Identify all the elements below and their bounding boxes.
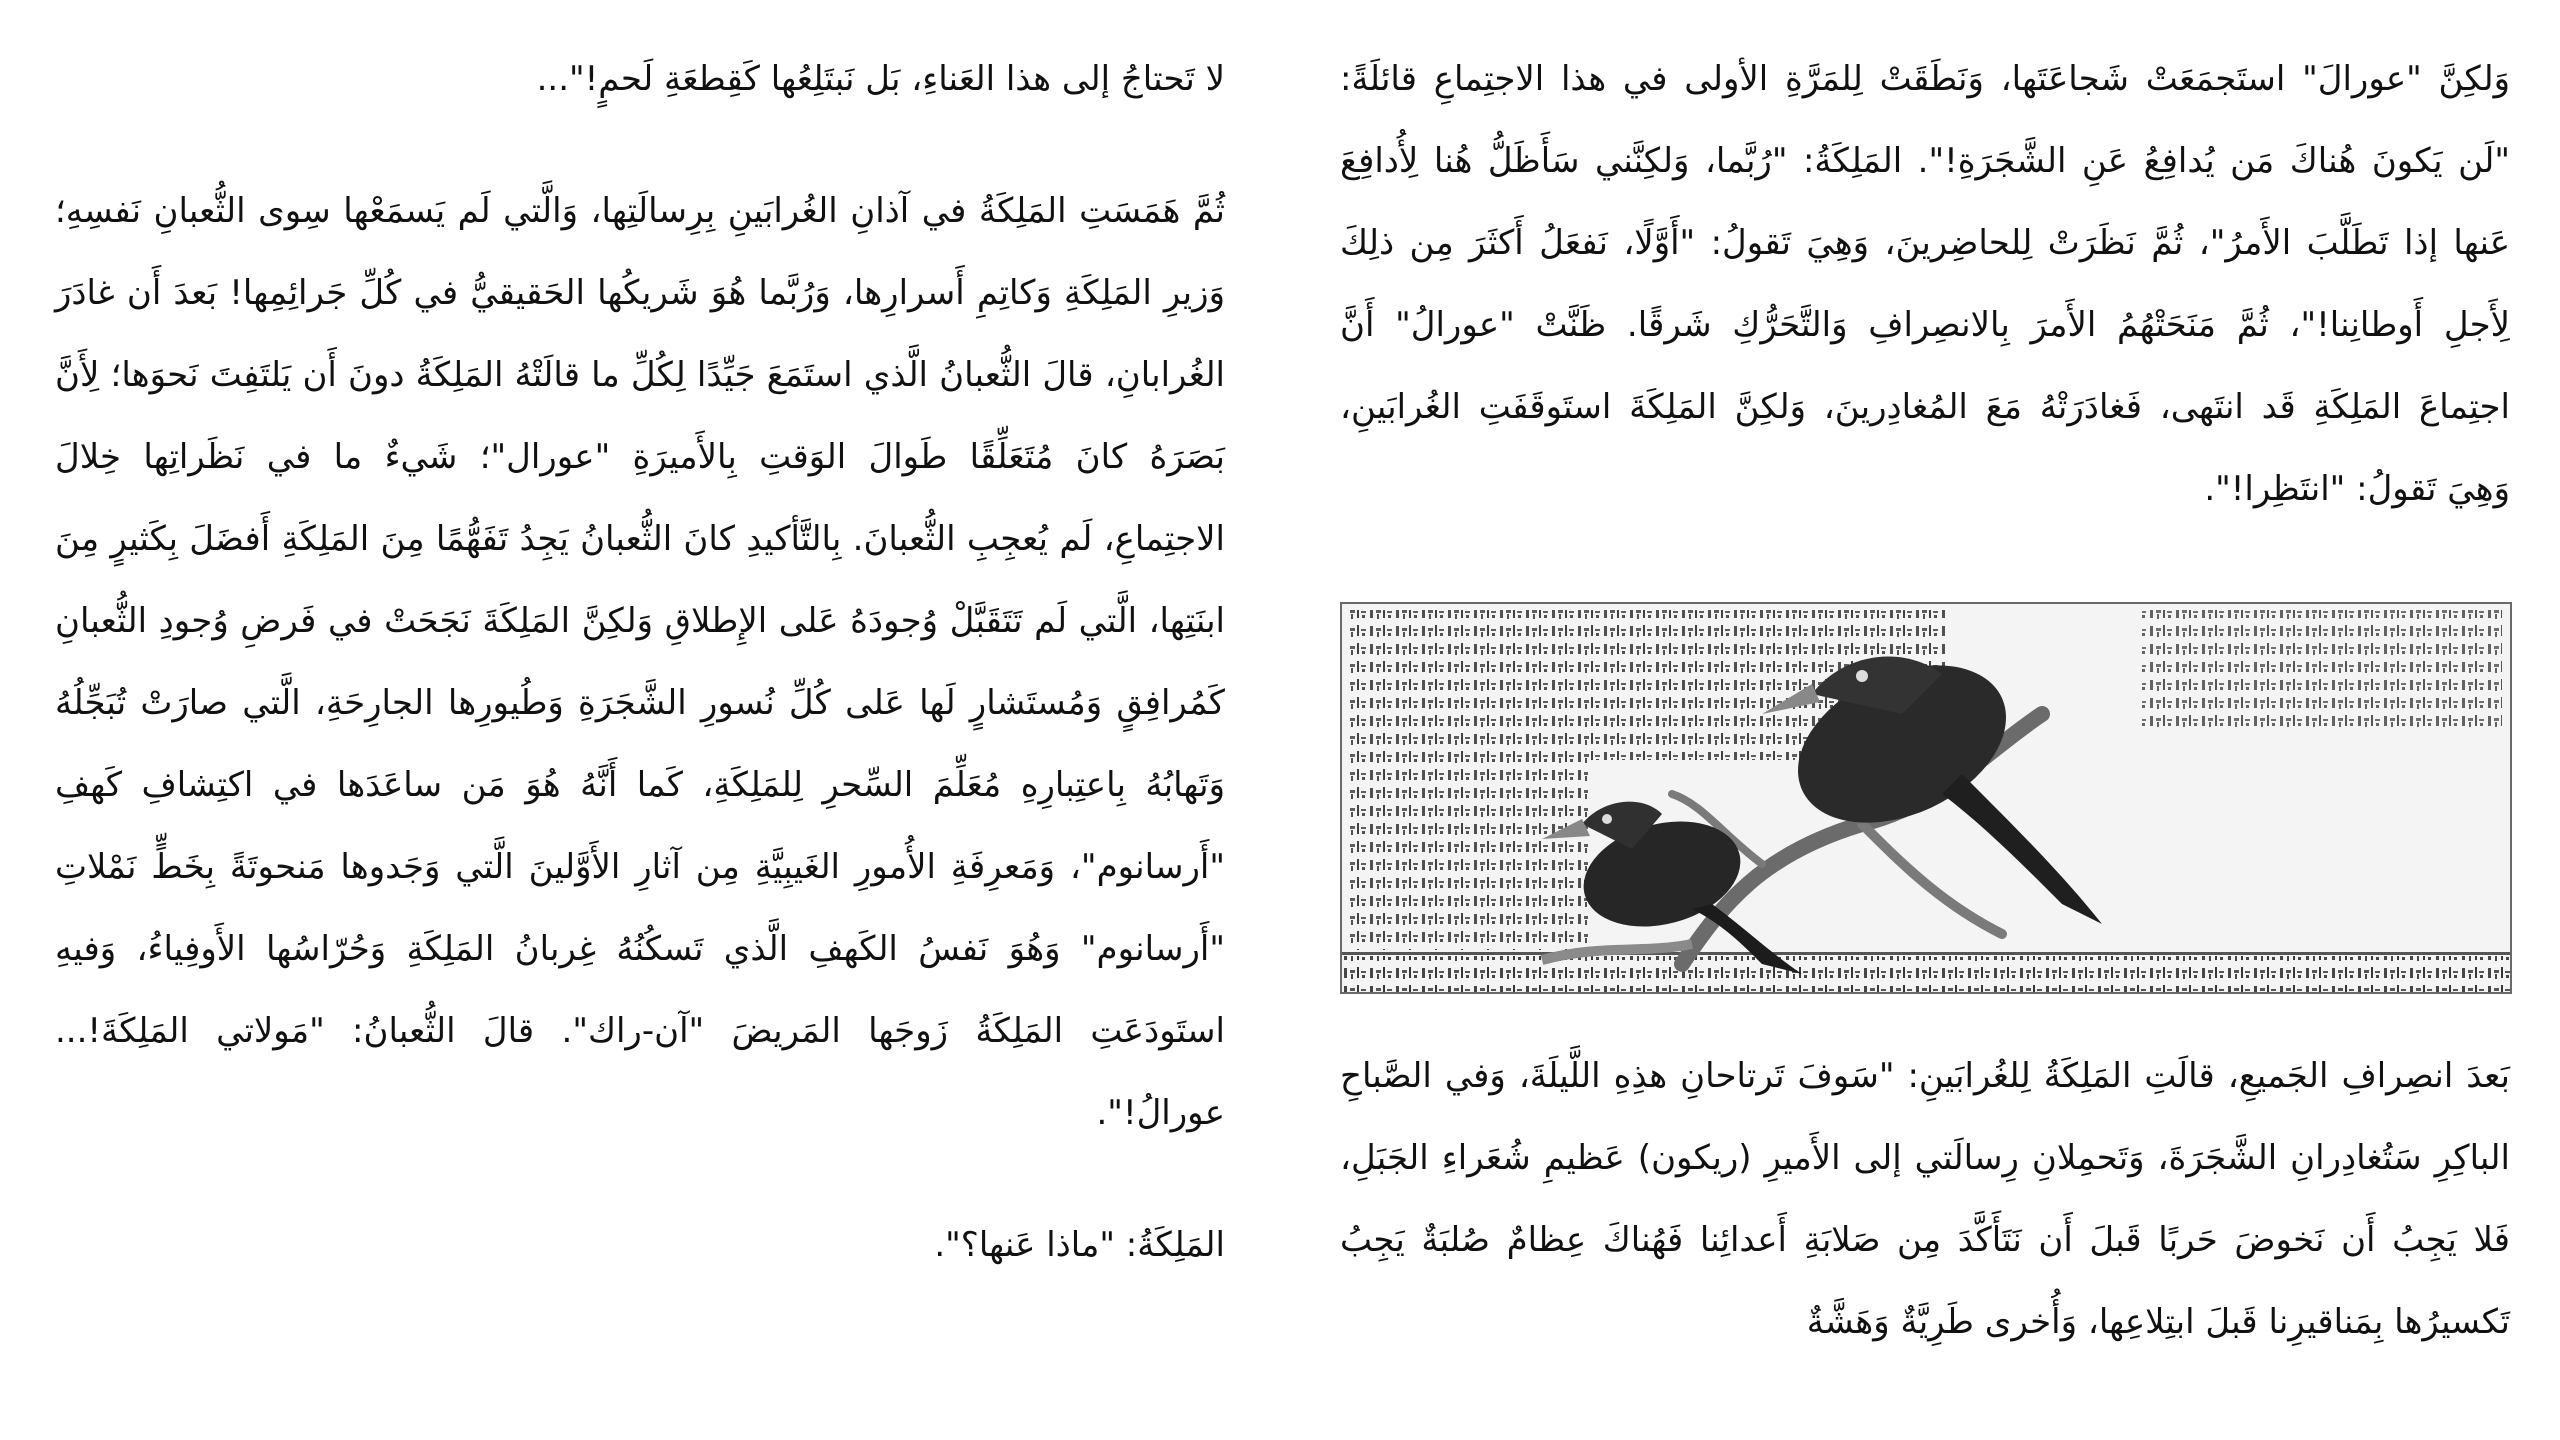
- crows-illustration: [1340, 602, 2512, 994]
- paragraph: وَلكِنَّ "عورالَ" استَجمَعَتْ شَجاعَتَها، وَنَطَقَتْ لِلمَرَّةِ الأولى في هذا الاجتِماعِ قائلَةً: "لَن يَكونَ هُناكَ مَن يُدافِعُ عَنِ الشَّجَرَةِ!". المَلِكَةُ: "رُبَّما، وَلكِنَّني سَأَظَلُّ هُنا لِأُدافِعَ عَنها إذا تَطَلَّبَ الأَمرُ"، ثُمَّ نَظَرَتْ لِلحاضِرينَ، وَهِيَ تَقولُ: "أَوَّلًا، نَفعَلُ أَكثَرَ مِن ذلِكَ لِأَجلِ أَوطانِنا!"، ثُمَّ مَنَحَتْهُمُ الأَمرَ بِالانصِرافِ وَالتَّحَرُّكِ شَرقًا. ظَنَّتْ "عورالُ" أَنَّ اجتِماعَ المَلِكَةِ قَد انتَهى، فَغادَرَتْهُ مَعَ المُغادِرينَ، وَلكِنَّ المَلِكَةَ استَوقَفَتِ الغُرابَينِ، وَهِيَ تَقولُ: "انتَظِرا!".: [1340, 59, 2510, 509]
- two-crows-illustration-icon: [1342, 604, 2510, 992]
- paragraph: لا تَحتاجُ إلى هذا العَناءِ، بَل نَبتَلِعُها كَقِطعَةِ لَحمٍ!"...: [536, 59, 1225, 99]
- paragraph: ثُمَّ هَمَسَتِ المَلِكَةُ في آذانِ الغُرابَينِ بِرِسالَتِها، وَالَّتي لَم يَسمَعْها سِوى الثُّعبانِ نَفسِهِ؛ وَزيرِ المَلِكَةِ وَكاتِمِ أَسرارِها، وَرُبَّما هُوَ شَريكُها الحَقيقيُّ في كُلِّ جَرائِمِها! بَعدَ أَن غادَرَ الغُرابانِ، قالَ الثُّعبانُ الَّذي استَمَعَ جَيِّدًا لِكُلِّ ما قالَتْهُ المَلِكَةُ دونَ أَن يَلتَفِتَ نَحوَها؛ لِأَنَّ بَصَرَهُ كانَ مُتَعَلِّقًا طَوالَ الوَقتِ بِالأَميرَةِ "عورال"؛ شَيءٌ ما في نَظَراتِها خِلالَ الاجتِماعِ، لَم يُعجِبِ الثُّعبانَ. بِالتَّأكيدِ كانَ الثُّعبانُ يَجِدُ تَفَهُّمًا مِنَ المَلِكَةِ أَفضَلَ بِكَثيرٍ مِنَ ابنَتِها، الَّتي لَم تَتَقَبَّلْ وُجودَهُ عَلى الإِطلاقِ وَلكِنَّ المَلِكَةَ نَجَحَتْ في فَرضِ وُجودِ الثُّعبانِ كَمُرافِقٍ وَمُستَشارٍ لَها عَلى كُلِّ نُسورِ الشَّجَرَةِ وَطُيورِها الجارِحَةِ، الَّتي صارَتْ تُبَجِّلُهُ وَتَهابُهُ بِاعتِبارِهِ مُعَلِّمَ السِّحرِ لِلمَلِكَةِ، كَما أَنَّهُ هُوَ مَن ساعَدَها في اكتِشافِ كَهفِ "أَرسانوم"، وَمَعرِفَةِ الأُمورِ الغَيبِيَّةِ مِن آثارِ الأَوَّلينَ الَّتي وَجَدوها مَنحوتَةً بِخَطٍّ نَمْلاتِ "أَرسانوم" وَهُوَ نَفسُ الكَهفِ الَّذي تَسكُنُهُ غِربانُ المَلِكَةِ وَحُرّاسُها الأَوفِياءُ، وَفيهِ استَودَعَتِ المَلِكَةُ زَوجَها المَريضَ "آن-راك". قالَ الثُّعبانُ: "مَولاتي المَلِكَةَ!... عورالُ!".: [55, 191, 1225, 1133]
- left-column: [55, 38, 1225, 1286]
- paragraph: المَلِكَةُ: "ماذا عَنها؟".: [934, 1225, 1225, 1265]
- right-column: [1340, 38, 2510, 530]
- paragraph: بَعدَ انصِرافِ الجَميعِ، قالَتِ المَلِكَةُ لِلغُرابَينِ: "سَوفَ تَرتاحانِ هذِهِ اللَّيلَةَ، وَفي الصَّباحِ الباكِرِ سَتُغادِرانِ الشَّجَرَةَ، وَتَحمِلانِ رِسالَتي إلى الأَميرِ (ريكون) عَظيمِ شُعَراءِ الجَبَلِ، فَلا يَجِبُ أَن نَخوضَ حَربًا قَبلَ أَن نَتَأَكَّدَ مِن صَلابَةِ أَعدائِنا فَهُناكَ عِظامٌ صُلبَةٌ يَجِبُ تَكسيرُها بِمَناقيرِنا قَبلَ ابتِلاعِها، وَأُخرى طَرِيَّةٌ وَهَشَّةٌ: [1340, 1056, 2510, 1342]
- right-column-bottom: [1340, 1035, 2510, 1363]
